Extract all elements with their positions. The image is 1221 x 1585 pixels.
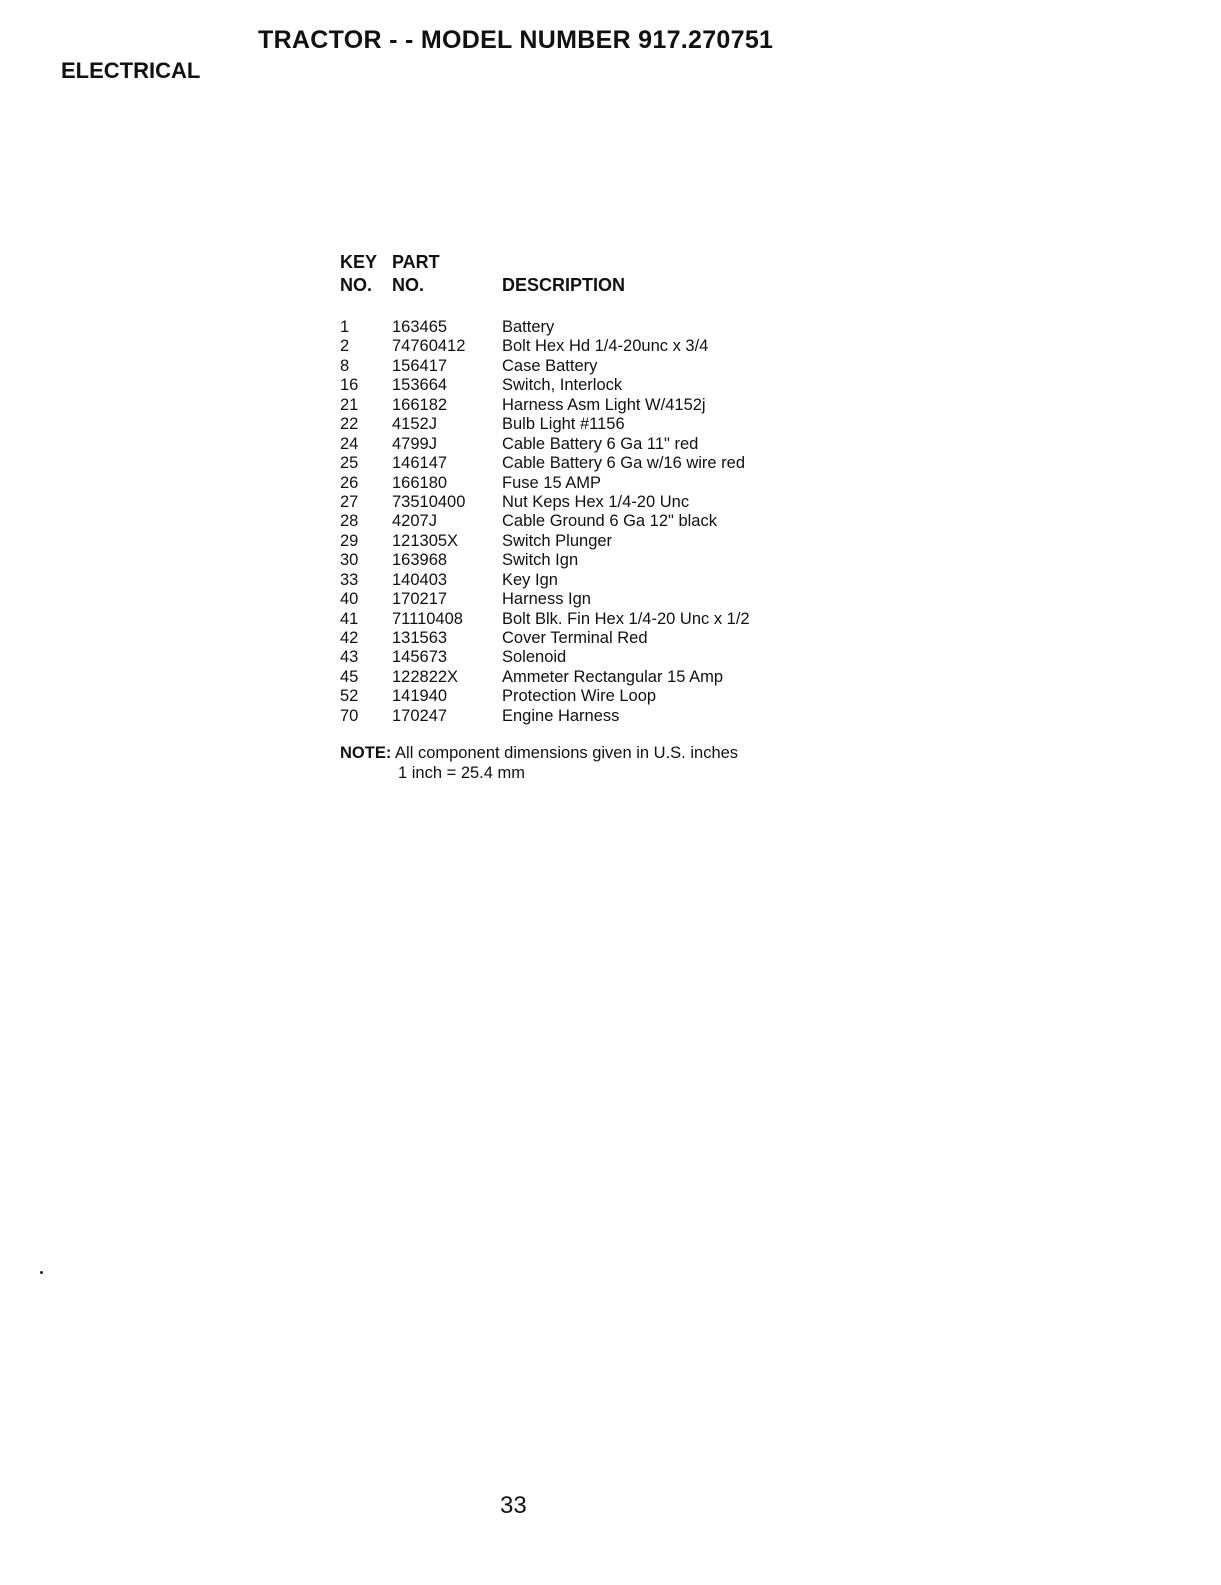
- part-number: 122822X: [392, 667, 459, 686]
- part-number: 141940: [392, 687, 448, 706]
- part-description: Engine Harness: [502, 706, 620, 725]
- key-number: 1: [340, 318, 350, 336]
- part-description: Bolt Hex Hd 1/4-20unc x 3/4: [502, 337, 709, 356]
- key-number: 25: [340, 454, 359, 473]
- part-description: Key Ign: [502, 570, 558, 589]
- part-description: Bolt Blk. Fin Hex 1/4-20 Unc x 1/2: [502, 609, 750, 628]
- part-number: 121305X: [392, 531, 459, 550]
- part-number: 4799J: [392, 434, 437, 453]
- dimensions-note: [340, 743, 738, 783]
- key-column-header-line2: NO.: [340, 275, 373, 295]
- part-description: Protection Wire Loop: [502, 687, 657, 706]
- table-row: [340, 707, 800, 726]
- table-row: [340, 435, 800, 454]
- part-number: 73510400: [392, 492, 466, 511]
- part-description: Nut Keps Hex 1/4-20 Unc: [502, 492, 690, 511]
- table-row: [340, 532, 800, 551]
- part-description: Ammeter Rectangular 15 Amp: [502, 667, 724, 686]
- part-number: 146147: [392, 454, 448, 473]
- part-number: 71110408: [392, 609, 463, 628]
- key-number: 26: [340, 473, 359, 492]
- key-number: 40: [340, 590, 359, 609]
- key-number: 42: [340, 629, 359, 647]
- table-row: [340, 648, 800, 667]
- table-row: [340, 571, 800, 590]
- part-number: 4152J: [392, 415, 437, 434]
- section-title: ELECTRICAL: [61, 58, 201, 83]
- table-row: [340, 493, 800, 512]
- key-number: 2: [340, 337, 350, 356]
- part-number: 74760412: [392, 337, 466, 356]
- part-number: 163968: [392, 551, 448, 570]
- part-description: Cable Ground 6 Ga 12" black: [502, 512, 717, 531]
- key-column-header-line1: KEY: [340, 252, 378, 272]
- key-number: 52: [340, 687, 359, 706]
- part-description: Cable Battery 6 Ga w/16 wire red: [502, 454, 746, 473]
- table-row: [340, 376, 800, 395]
- part-description: Harness Asm Light W/4152j: [502, 395, 706, 414]
- part-number: 131563: [392, 629, 448, 647]
- note-conversion: 1 inch = 25.4 mm: [398, 764, 526, 782]
- key-number: 33: [340, 570, 359, 589]
- part-description: Case Battery: [502, 356, 598, 375]
- part-number: 156417: [392, 356, 448, 375]
- key-number: 30: [340, 551, 359, 570]
- part-description: Battery: [502, 318, 555, 336]
- parts-list-header: [340, 252, 800, 318]
- key-number: 8: [340, 356, 350, 375]
- part-description: Harness Ign: [502, 590, 591, 609]
- page-title: TRACTOR - - MODEL NUMBER 917.270751: [258, 26, 774, 54]
- parts-rows: [340, 318, 800, 726]
- part-number: 140403: [392, 570, 448, 589]
- table-row: [340, 590, 800, 609]
- table-row: [340, 629, 800, 648]
- note-text: All component dimensions given in U.S. inches: [395, 744, 739, 762]
- key-number: 43: [340, 648, 359, 667]
- part-description: Cable Battery 6 Ga 11" red: [502, 434, 699, 453]
- part-column-header-line2: NO.: [392, 275, 425, 295]
- part-description: Bulb Light #1156: [502, 415, 625, 434]
- table-row: [340, 337, 800, 356]
- key-number: 24: [340, 434, 359, 453]
- part-number: 145673: [392, 648, 448, 667]
- table-row: [340, 512, 800, 531]
- table-row: [340, 357, 800, 376]
- table-row: [340, 454, 800, 473]
- description-column-header: DESCRIPTION: [502, 275, 626, 295]
- parts-list: [340, 252, 800, 726]
- key-number: 16: [340, 376, 359, 395]
- note-line1: [340, 743, 738, 763]
- table-row: [340, 474, 800, 493]
- part-number: 170247: [392, 706, 448, 725]
- key-number: 70: [340, 706, 359, 725]
- part-description: Switch, Interlock: [502, 376, 623, 395]
- note-label: NOTE:: [340, 744, 392, 762]
- part-number: 166182: [392, 395, 448, 414]
- page-number: 33: [500, 1492, 527, 1519]
- part-description: Cover Terminal Red: [502, 629, 648, 647]
- part-column-header-line1: PART: [392, 252, 440, 272]
- table-row: [340, 610, 800, 629]
- table-row: [340, 318, 800, 337]
- part-description: Switch Ign: [502, 551, 579, 570]
- part-number: 163465: [392, 318, 448, 336]
- part-description: Switch Plunger: [502, 531, 613, 550]
- key-number: 21: [340, 395, 359, 414]
- part-number: 166180: [392, 473, 448, 492]
- key-number: 45: [340, 667, 359, 686]
- table-row: [340, 551, 800, 570]
- part-number: 4207J: [392, 512, 437, 531]
- scan-speck: [40, 1271, 43, 1274]
- part-description: Fuse 15 AMP: [502, 473, 602, 492]
- key-number: 27: [340, 492, 359, 511]
- part-number: 170217: [392, 590, 448, 609]
- part-number: 153664: [392, 376, 448, 395]
- table-row: [340, 668, 800, 687]
- key-number: 41: [340, 609, 359, 628]
- part-description: Solenoid: [502, 648, 567, 667]
- key-number: 28: [340, 512, 359, 531]
- table-row: [340, 396, 800, 415]
- key-number: 22: [340, 415, 359, 434]
- key-number: 29: [340, 531, 359, 550]
- table-row: [340, 687, 800, 706]
- table-row: [340, 415, 800, 434]
